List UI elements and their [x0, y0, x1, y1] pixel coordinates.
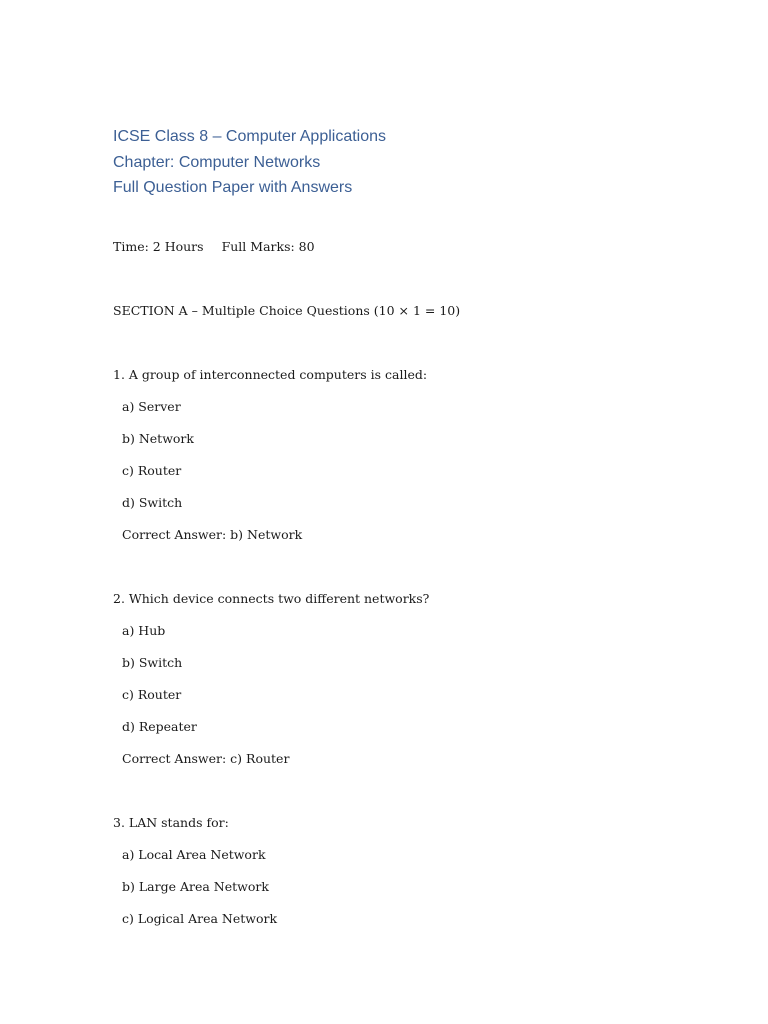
title-line-paper: Full Question Paper with Answers: [113, 179, 353, 196]
question-option: b) Switch: [122, 654, 183, 670]
question-option: c) Logical Area Network: [122, 910, 278, 926]
question-option: b) Large Area Network: [122, 878, 269, 894]
title-line-chapter: Chapter: Computer Networks: [113, 153, 321, 171]
question-option: d) Switch: [122, 494, 183, 510]
title-line-class: ICSE Class 8 – Computer Applications: [113, 128, 387, 145]
document-page: [113, 124, 713, 927]
document-title: [113, 124, 713, 201]
correct-answer: Correct Answer: c) Router: [122, 750, 290, 766]
correct-answer: Correct Answer: b) Network: [122, 526, 303, 542]
question-option: a) Server: [122, 398, 181, 414]
question-1: [113, 367, 713, 543]
question-option: b) Network: [122, 430, 194, 446]
question-option: a) Hub: [122, 622, 166, 638]
question-text: 1. A group of interconnected computers is called:: [113, 366, 428, 382]
question-option: c) Router: [122, 686, 182, 702]
question-option: d) Repeater: [122, 718, 197, 734]
question-2: [113, 591, 713, 767]
section-a-heading: SECTION A – Multiple Choice Questions (10 × 1 = 10): [113, 302, 461, 318]
exam-meta: [113, 239, 713, 255]
exam-time: Time: 2 Hours: [113, 238, 204, 254]
question-text: 3. LAN stands for:: [113, 814, 229, 830]
question-option: c) Router: [122, 462, 182, 478]
question-text: 2. Which device connects two different networks?: [113, 590, 430, 606]
exam-full-marks: Full Marks: 80: [221, 238, 315, 254]
question-option: a) Local Area Network: [122, 846, 266, 862]
question-3: [113, 815, 713, 927]
